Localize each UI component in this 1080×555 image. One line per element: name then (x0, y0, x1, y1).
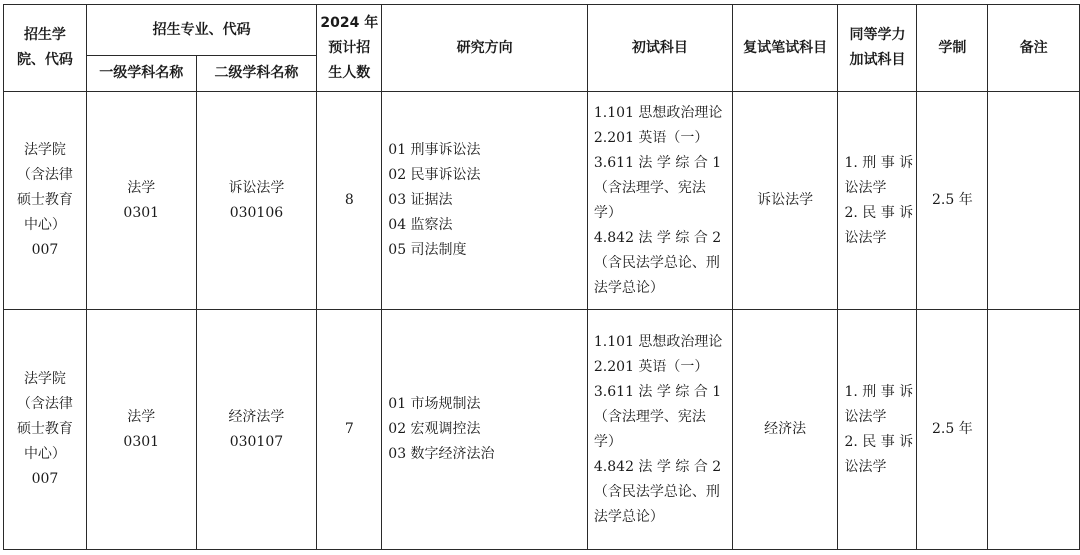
header-first-exam: 初试科目 (587, 5, 732, 92)
header-equivalent (838, 5, 917, 92)
header-level1: 一级学科名称 (86, 56, 196, 92)
cell-quota: 8 (317, 92, 382, 310)
first-exam-line: （含民法学总论、刑 (593, 254, 720, 271)
equivalent-line: 1. 刑 事 诉 (844, 383, 914, 400)
first-exam-line: 2.201 英语（一） (593, 358, 709, 375)
equivalent-line: 1. 刑 事 诉 (844, 154, 914, 171)
cell-retest: 经济法 (732, 310, 838, 550)
first-exam-line: 1.101 思想政治理论 (593, 333, 723, 350)
cell-first-exam (587, 310, 732, 550)
level1-line: 0301 (123, 433, 160, 450)
direction-item: 03 数字经济法治 (388, 446, 495, 462)
header-college-line: 院、代码 (16, 52, 73, 68)
college-line: 007 (31, 471, 59, 487)
level1-line: 法学 (127, 179, 156, 196)
cell-equivalent (838, 92, 917, 310)
cell-level2 (196, 310, 317, 550)
header-quota-line: 预计招 (328, 39, 371, 56)
college-line: 中心） (23, 217, 66, 233)
table-row (4, 310, 1080, 550)
header-level2: 二级学科名称 (196, 56, 317, 92)
cell-duration: 2.5 年 (917, 310, 988, 550)
cell-college (4, 310, 87, 550)
first-exam-line: （含法理学、宪法 (593, 408, 706, 425)
header-duration: 学制 (917, 5, 988, 92)
header-major-group: 招生专业、代码 (86, 5, 316, 56)
header-retest: 复试笔试科目 (732, 5, 838, 92)
first-exam-line: 3.611 法 学 综 合 1 (593, 154, 722, 171)
college-line: （含法律 (16, 167, 73, 183)
direction-item: 02 民事诉讼法 (388, 167, 481, 183)
first-exam-line: 学） (593, 204, 622, 221)
cell-remarks (988, 310, 1080, 550)
equivalent-line: 讼法学 (844, 458, 887, 475)
college-line: 法学院 (23, 371, 66, 387)
header-quota-line: 2024 年 (320, 14, 379, 31)
college-line: 法学院 (23, 142, 66, 158)
direction-item: 01 刑事诉讼法 (388, 142, 481, 158)
first-exam-line: 法学总论） (593, 279, 664, 296)
college-line: （含法律 (16, 396, 73, 412)
college-line: 硕士教育 (16, 192, 73, 208)
cell-directions (382, 92, 588, 310)
first-exam-line: （含法理学、宪法 (593, 179, 706, 196)
header-row-1 (4, 5, 1080, 56)
first-exam-line: 4.842 法 学 综 合 2 (593, 229, 722, 246)
level2-line: 经济法学 (228, 408, 285, 425)
direction-item: 04 监察法 (388, 217, 453, 233)
direction-item: 05 司法制度 (388, 242, 467, 258)
equivalent-line: 讼法学 (844, 229, 887, 246)
equivalent-line: 讼法学 (844, 408, 887, 425)
college-line: 中心） (23, 446, 66, 462)
header-quota-line: 生人数 (328, 64, 371, 81)
equivalent-line: 讼法学 (844, 179, 887, 196)
table-row (4, 92, 1080, 310)
cell-directions (382, 310, 588, 550)
first-exam-line: （含民法学总论、刑 (593, 483, 720, 500)
cell-first-exam (587, 92, 732, 310)
level1-line: 法学 (127, 408, 156, 425)
equivalent-line: 2. 民 事 诉 (844, 204, 914, 221)
cell-retest: 诉讼法学 (732, 92, 838, 310)
cell-remarks (988, 92, 1080, 310)
first-exam-line: 2.201 英语（一） (593, 129, 709, 146)
college-line: 硕士教育 (16, 421, 73, 437)
level2-line: 030106 (229, 204, 284, 221)
first-exam-line: 4.842 法 学 综 合 2 (593, 458, 722, 475)
first-exam-line: 学） (593, 433, 622, 450)
admissions-table (3, 4, 1080, 550)
cell-college (4, 92, 87, 310)
header-equivalent-line: 加试科目 (849, 52, 906, 68)
cell-level1 (86, 92, 196, 310)
cell-equivalent (838, 310, 917, 550)
cell-quota: 7 (317, 310, 382, 550)
direction-item: 01 市场规制法 (388, 396, 481, 412)
cell-level1 (86, 310, 196, 550)
first-exam-line: 3.611 法 学 综 合 1 (593, 383, 722, 400)
header-college (4, 5, 87, 92)
level2-line: 诉讼法学 (228, 179, 285, 196)
direction-item: 03 证据法 (388, 192, 453, 208)
header-research: 研究方向 (382, 5, 588, 92)
cell-duration: 2.5 年 (917, 92, 988, 310)
equivalent-line: 2. 民 事 诉 (844, 433, 914, 450)
level2-line: 030107 (229, 433, 284, 450)
first-exam-line: 1.101 思想政治理论 (593, 104, 723, 121)
header-remarks: 备注 (988, 5, 1080, 92)
header-college-line: 招生学 (23, 27, 66, 43)
header-equivalent-line: 同等学力 (849, 27, 906, 43)
college-line: 007 (31, 242, 59, 258)
cell-level2 (196, 92, 317, 310)
direction-item: 02 宏观调控法 (388, 421, 481, 437)
first-exam-line: 法学总论） (593, 508, 664, 525)
header-quota (317, 5, 382, 92)
level1-line: 0301 (123, 204, 160, 221)
